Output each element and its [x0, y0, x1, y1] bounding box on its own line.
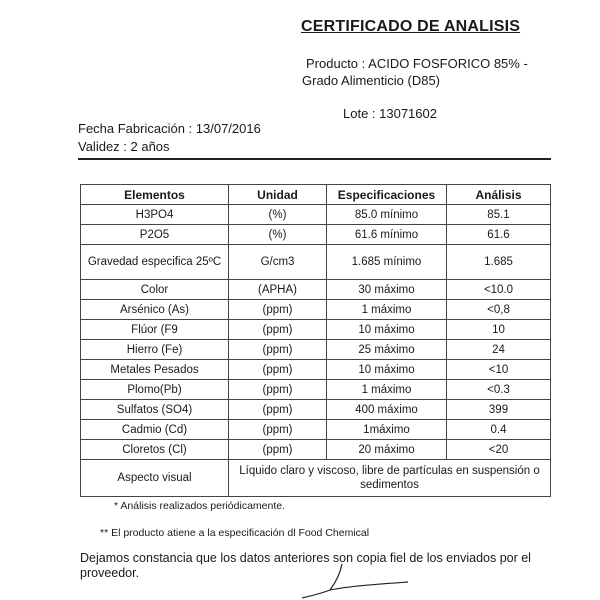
cell-analisis: 85.1 [447, 205, 551, 225]
table-row [81, 280, 551, 300]
cell-espec: 20 máximo [327, 440, 447, 460]
table-row [81, 225, 551, 245]
cell-unidad: (%) [229, 205, 327, 225]
product-line-2: Grado Alimenticio (D85) [302, 73, 440, 88]
cell-analisis: <10.0 [447, 280, 551, 300]
cell-unidad: (ppm) [229, 400, 327, 420]
cell-analisis: 10 [447, 320, 551, 340]
cell-elemento: Cadmio (Cd) [81, 420, 229, 440]
cell-espec: 10 máximo [327, 320, 447, 340]
table-row-aspect [81, 460, 551, 497]
divider-rule [78, 158, 551, 160]
cell-unidad: (APHA) [229, 280, 327, 300]
cell-elemento: Cloretos (Cl) [81, 440, 229, 460]
signature-image [300, 560, 410, 600]
cell-espec: 85.0 mínimo [327, 205, 447, 225]
certificate-title: CERTIFICADO DE ANALISIS [301, 18, 521, 35]
cell-elemento: Arsénico (As) [81, 300, 229, 320]
table-row [81, 400, 551, 420]
table-row [81, 245, 551, 280]
cell-elemento: Hierro (Fe) [81, 340, 229, 360]
table-row [81, 380, 551, 400]
cell-unidad: (ppm) [229, 320, 327, 340]
header-especificaciones: Especificaciones [327, 185, 447, 205]
cell-unidad: (ppm) [229, 300, 327, 320]
cell-elemento: Flúor (F9 [81, 320, 229, 340]
table-row [81, 420, 551, 440]
cell-espec: 30 máximo [327, 280, 447, 300]
table-header-row [81, 185, 551, 205]
cell-analisis: 0.4 [447, 420, 551, 440]
cell-espec: 61.6 mínimo [327, 225, 447, 245]
manufacture-date: Fecha Fabricación : 13/07/2016 [78, 121, 261, 136]
cell-unidad: (ppm) [229, 360, 327, 380]
cell-elemento: Gravedad especifica 25ºC [81, 245, 229, 280]
cell-espec: 1 máximo [327, 300, 447, 320]
footnote-2: ** El producto atiene a la especificación dl Food Chemical [100, 527, 370, 539]
cell-unidad: (ppm) [229, 420, 327, 440]
cell-elemento: Metales Pesados [81, 360, 229, 380]
table-row [81, 360, 551, 380]
cell-elemento: P2O5 [81, 225, 229, 245]
validity: Validez : 2 años [78, 139, 170, 154]
cell-elemento: Color [81, 280, 229, 300]
header-analisis: Análisis [447, 185, 551, 205]
product-line-1: Producto : ACIDO FOSFORICO 85% - [306, 56, 528, 71]
cell-unidad: (ppm) [229, 440, 327, 460]
lot-number: Lote : 13071602 [343, 106, 437, 121]
cell-elemento: H3PO4 [81, 205, 229, 225]
cell-analisis: 61.6 [447, 225, 551, 245]
table-row [81, 340, 551, 360]
table-row [81, 320, 551, 340]
table-row [81, 440, 551, 460]
cell-analisis: 399 [447, 400, 551, 420]
aspect-value: Líquido claro y viscoso, libre de partículas en suspensión o sedimentos [229, 460, 551, 497]
cell-espec: 25 máximo [327, 340, 447, 360]
cell-espec: 400 máximo [327, 400, 447, 420]
cell-analisis: <10 [447, 360, 551, 380]
table-row [81, 205, 551, 225]
cell-unidad: G/cm3 [229, 245, 327, 280]
declaration-text: Dejamos constancia que los datos anteriores son copia fiel de los enviados por el proveedor. [80, 551, 531, 580]
cell-unidad: (ppm) [229, 340, 327, 360]
cell-analisis: <0.3 [447, 380, 551, 400]
cell-analisis: <0,8 [447, 300, 551, 320]
cell-analisis: 24 [447, 340, 551, 360]
cell-espec: 1máximo [327, 420, 447, 440]
aspect-label: Aspecto visual [81, 460, 229, 497]
table-row [81, 300, 551, 320]
cell-elemento: Sulfatos (SO4) [81, 400, 229, 420]
header-elementos: Elementos [81, 185, 229, 205]
cell-analisis: 1.685 [447, 245, 551, 280]
cell-analisis: <20 [447, 440, 551, 460]
cell-unidad: (ppm) [229, 380, 327, 400]
header-unidad: Unidad [229, 185, 327, 205]
analysis-table [80, 184, 551, 497]
cell-espec: 10 máximo [327, 360, 447, 380]
cell-espec: 1.685 mínimo [327, 245, 447, 280]
cell-espec: 1 máximo [327, 380, 447, 400]
cell-unidad: (%) [229, 225, 327, 245]
footnote-1: * Análisis realizados periódicamente. [114, 500, 286, 512]
cell-elemento: Plomo(Pb) [81, 380, 229, 400]
